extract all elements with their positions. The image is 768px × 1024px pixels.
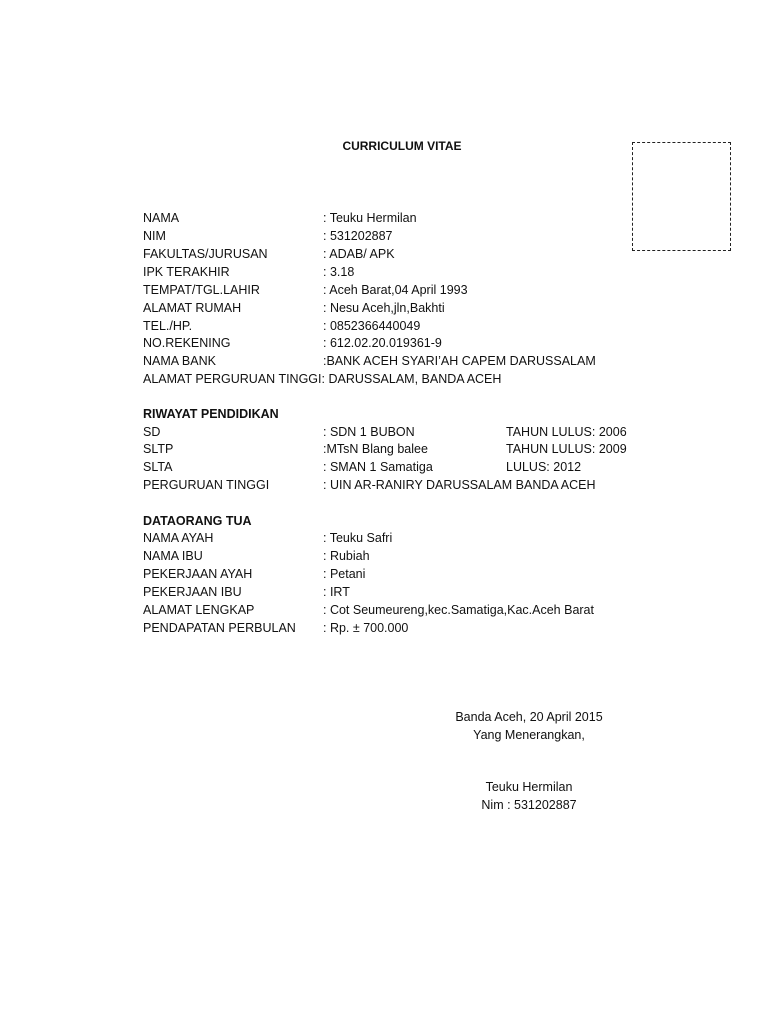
document-title: CURRICULUM VITAE	[342, 139, 462, 153]
field-label: NIM	[143, 229, 166, 243]
signature-statement: Yang Menerangkan,	[473, 728, 585, 742]
field-value: : SDN 1 BUBON	[323, 425, 415, 439]
field-label: SLTP	[143, 442, 174, 456]
field-value: : Rubiah	[323, 549, 370, 563]
section-heading-pendidikan: RIWAYAT PENDIDIKAN	[143, 407, 279, 421]
field-label: PENDAPATAN PERBULAN	[143, 621, 296, 635]
field-value: : IRT	[323, 585, 350, 599]
place-date: Banda Aceh, 20 April 2015	[455, 710, 603, 724]
field-label: FAKULTAS/JURUSAN	[143, 247, 268, 261]
field-value: : Rp. ± 700.000	[323, 621, 409, 635]
field-value: : Nesu Aceh,jln,Bakhti	[323, 301, 445, 315]
field-label: NAMA	[143, 211, 180, 225]
field-label: NAMA IBU	[143, 549, 203, 563]
field-value: : SMAN 1 Samatiga	[323, 460, 433, 474]
field-value: : UIN AR-RANIRY DARUSSALAM BANDA ACEH	[323, 478, 596, 492]
photo-placeholder	[632, 142, 731, 251]
field-value: : 0852366440049	[323, 319, 421, 333]
field-label: PEKERJAAN IBU	[143, 585, 242, 599]
field-label: SLTA	[143, 460, 173, 474]
field-value: : Teuku Hermilan	[323, 211, 417, 225]
field-label: PERGURUAN TINGGI	[143, 478, 270, 492]
graduation-year: TAHUN LULUS: 2009	[506, 442, 627, 456]
field-value: :BANK ACEH SYARI’AH CAPEM DARUSSALAM	[323, 354, 596, 368]
field-label: TEL./HP.	[143, 319, 193, 333]
field-label: PEKERJAAN AYAH	[143, 567, 253, 581]
graduation-year: TAHUN LULUS: 2006	[506, 425, 627, 439]
field-label: NO.REKENING	[143, 336, 231, 350]
field-value: : Cot Seumeureng,kec.Samatiga,Kac.Aceh Barat	[323, 603, 594, 617]
signatory-nim: Nim : 531202887	[481, 798, 577, 812]
field-value: : ADAB/ APK	[323, 247, 395, 261]
field-value: : Teuku Safri	[323, 531, 393, 545]
field-value: : Petani	[323, 567, 366, 581]
field-label: ALAMAT LENGKAP	[143, 603, 255, 617]
graduation-year: LULUS: 2012	[506, 460, 582, 474]
field-label: NAMA AYAH	[143, 531, 214, 545]
field-label: TEMPAT/TGL.LAHIR	[143, 283, 260, 297]
field-label: NAMA BANK	[143, 354, 216, 368]
field-value: : Aceh Barat,04 April 1993	[323, 283, 468, 297]
field-value: :MTsN Blang balee	[323, 442, 428, 456]
signatory-name: Teuku Hermilan	[485, 780, 573, 794]
alamat-perguruan-tinggi: ALAMAT PERGURUAN TINGGI: DARUSSALAM, BANDA ACEH	[143, 372, 502, 386]
field-label: ALAMAT RUMAH	[143, 301, 242, 315]
field-value: : 3.18	[323, 265, 355, 279]
field-value: : 531202887	[323, 229, 393, 243]
field-value: : 612.02.20.019361-9	[323, 336, 442, 350]
section-heading-orang-tua: DATAORANG TUA	[143, 514, 252, 528]
field-label: SD	[143, 425, 161, 439]
field-label: IPK TERAKHIR	[143, 265, 230, 279]
